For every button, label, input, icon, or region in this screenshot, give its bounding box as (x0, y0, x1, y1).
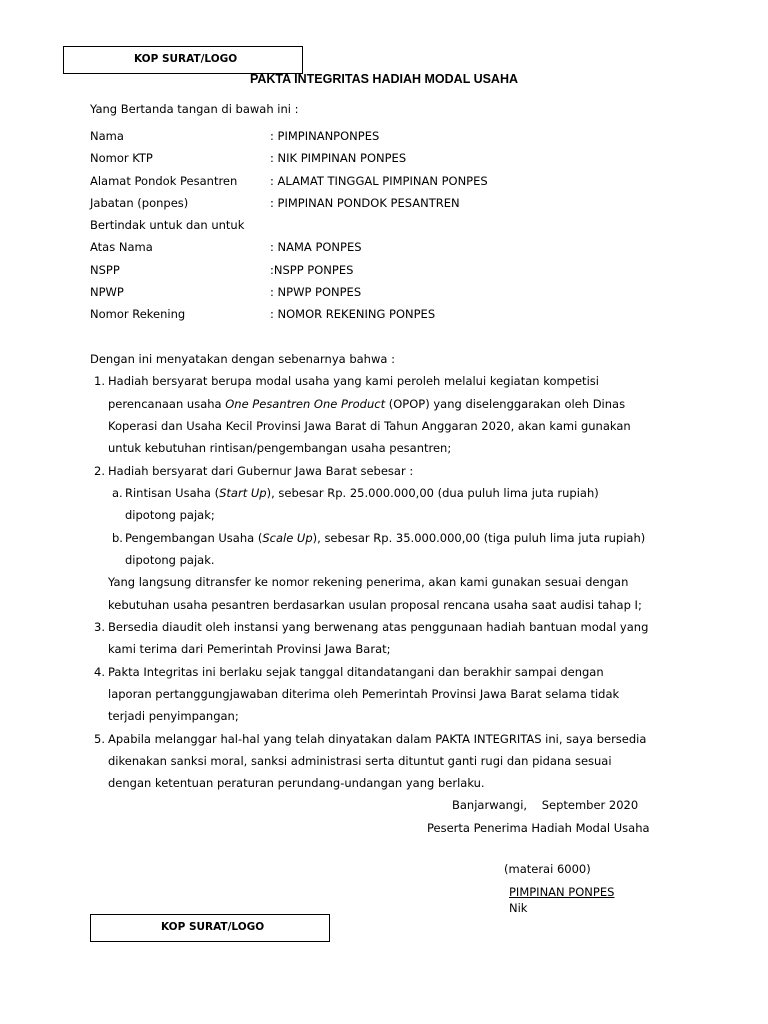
item-2b-letter: b. (112, 531, 123, 545)
item-2b-line-1 (125, 531, 645, 545)
item-5-number: 5. (94, 732, 105, 746)
item-2-line-6: kebutuhan usaha pesantren berdasarkan usulan proposal rencana usaha saat audisi tahap I; (108, 598, 642, 612)
field-label-nspp: NSPP (90, 263, 120, 277)
field-label-jabatan: Jabatan (ponpes) (90, 196, 189, 210)
intro-text: Yang Bertanda tangan di bawah ini : (90, 102, 299, 116)
item-2a-letter: a. (112, 486, 123, 500)
item-1-line-2 (108, 397, 625, 411)
document-title: PAKTA INTEGRITAS HADIAH MODAL USAHA (249, 72, 519, 86)
item-3-line-1: Bersedia diaudit oleh instansi yang berwenang atas penggunaan hadiah bantuan modal yang (108, 620, 649, 634)
item-1-line-4: untuk kebutuhan rintisan/pengembangan usaha pesantren; (108, 441, 452, 455)
field-label-nama: Nama (90, 129, 124, 143)
signature-nik: Nik (509, 901, 528, 915)
field-value-rekening: : NOMOR REKENING PONPES (270, 307, 436, 321)
item-2b-text-a: Pengembangan Usaha ( (125, 531, 263, 545)
field-value-nomor-ktp: : NIK PIMPINAN PONPES (270, 151, 407, 165)
statement-text: Dengan ini menyatakan dengan sebenarnya bahwa : (90, 352, 395, 366)
item-1-line-3: Koperasi dan Usaha Kecil Provinsi Jawa Barat di Tahun Anggaran 2020, akan kami gunakan (108, 419, 631, 433)
item-2-line-1: Hadiah bersyarat dari Gubernur Jawa Barat sebesar : (108, 464, 414, 478)
item-4-line-1: Pakta Integritas ini berlaku sejak tanggal ditandatangani dan berakhir sampai dengan (108, 665, 604, 679)
item-2b-line-2: dipotong pajak. (125, 553, 215, 567)
field-label-rekening: Nomor Rekening (90, 307, 186, 321)
item-5-line-2: dikenakan sanksi moral, sanksi administrasi serta dituntut ganti rugi dan pidana sesuai (108, 754, 612, 768)
field-value-nspp: :NSPP PONPES (270, 263, 354, 277)
item-2-line-5: Yang langsung ditransfer ke nomor rekening penerima, akan kami gunakan sesuai dengan (108, 575, 629, 589)
signature-name: PIMPINAN PONPES (509, 885, 615, 899)
field-label-atas-nama: Atas Nama (90, 240, 153, 254)
field-label-bertindak: Bertindak untuk dan untuk (90, 218, 245, 232)
signature-place-date: Banjarwangi, September 2020 (452, 798, 639, 812)
item-5-line-1: Apabila melanggar hal-hal yang telah dinyatakan dalam PAKTA INTEGRITAS ini, saya bersedia (108, 732, 647, 746)
signature-role: Peserta Penerima Hadiah Modal Usaha (427, 821, 650, 835)
item-2a-italic: Start Up (219, 486, 267, 500)
item-4-line-3: terjadi penyimpangan; (108, 709, 239, 723)
item-2a-line-1 (125, 486, 599, 500)
field-value-jabatan: : PIMPINAN PONDOK PESANTREN (270, 196, 460, 210)
item-2a-text-c: ), sebesar Rp. 25.000.000,00 (dua puluh lima juta rupiah) (266, 486, 599, 500)
kop-surat-top: KOP SURAT/LOGO (63, 46, 303, 74)
item-2a-line-2: dipotong pajak; (125, 508, 215, 522)
item-5-line-3: dengan ketentuan peraturan perundang-undangan yang berlaku. (108, 776, 485, 790)
field-label-alamat: Alamat Pondok Pesantren (90, 174, 238, 188)
item-3-number: 3. (94, 620, 105, 634)
field-value-npwp: : NPWP PONPES (270, 285, 362, 299)
item-4-line-2: laporan pertanggungjawaban diterima oleh Pemerintah Provinsi Jawa Barat selama tidak (108, 687, 620, 701)
field-label-npwp: NPWP (90, 285, 124, 299)
item-2b-text-c: ), sebesar Rp. 35.000.000,00 (tiga puluh lima juta rupiah) (312, 531, 646, 545)
item-1-line-2-c: (OPOP) yang diselenggarakan oleh Dinas (385, 397, 626, 411)
item-1-line-2-a: perencanaan usaha (108, 397, 226, 411)
kop-surat-bottom: KOP SURAT/LOGO (90, 914, 330, 942)
item-1-number: 1. (94, 374, 105, 388)
item-4-number: 4. (94, 665, 105, 679)
item-1-line-2-italic: One Pesantren One Product (225, 397, 386, 411)
item-2b-italic: Scale Up (262, 531, 313, 545)
field-label-nomor-ktp: Nomor KTP (90, 151, 153, 165)
item-2-number: 2. (94, 464, 105, 478)
field-value-alamat: : ALAMAT TINGGAL PIMPINAN PONPES (270, 174, 488, 188)
field-value-nama: : PIMPINANPONPES (270, 129, 380, 143)
signature-materai: (materai 6000) (504, 862, 591, 876)
field-value-atas-nama: : NAMA PONPES (270, 240, 362, 254)
item-1-line-1: Hadiah bersyarat berupa modal usaha yang kami peroleh melalui kegiatan kompetisi (108, 374, 599, 388)
item-2a-text-a: Rintisan Usaha ( (125, 486, 220, 500)
item-3-line-2: kami terima dari Pemerintah Provinsi Jawa Barat; (108, 642, 391, 656)
